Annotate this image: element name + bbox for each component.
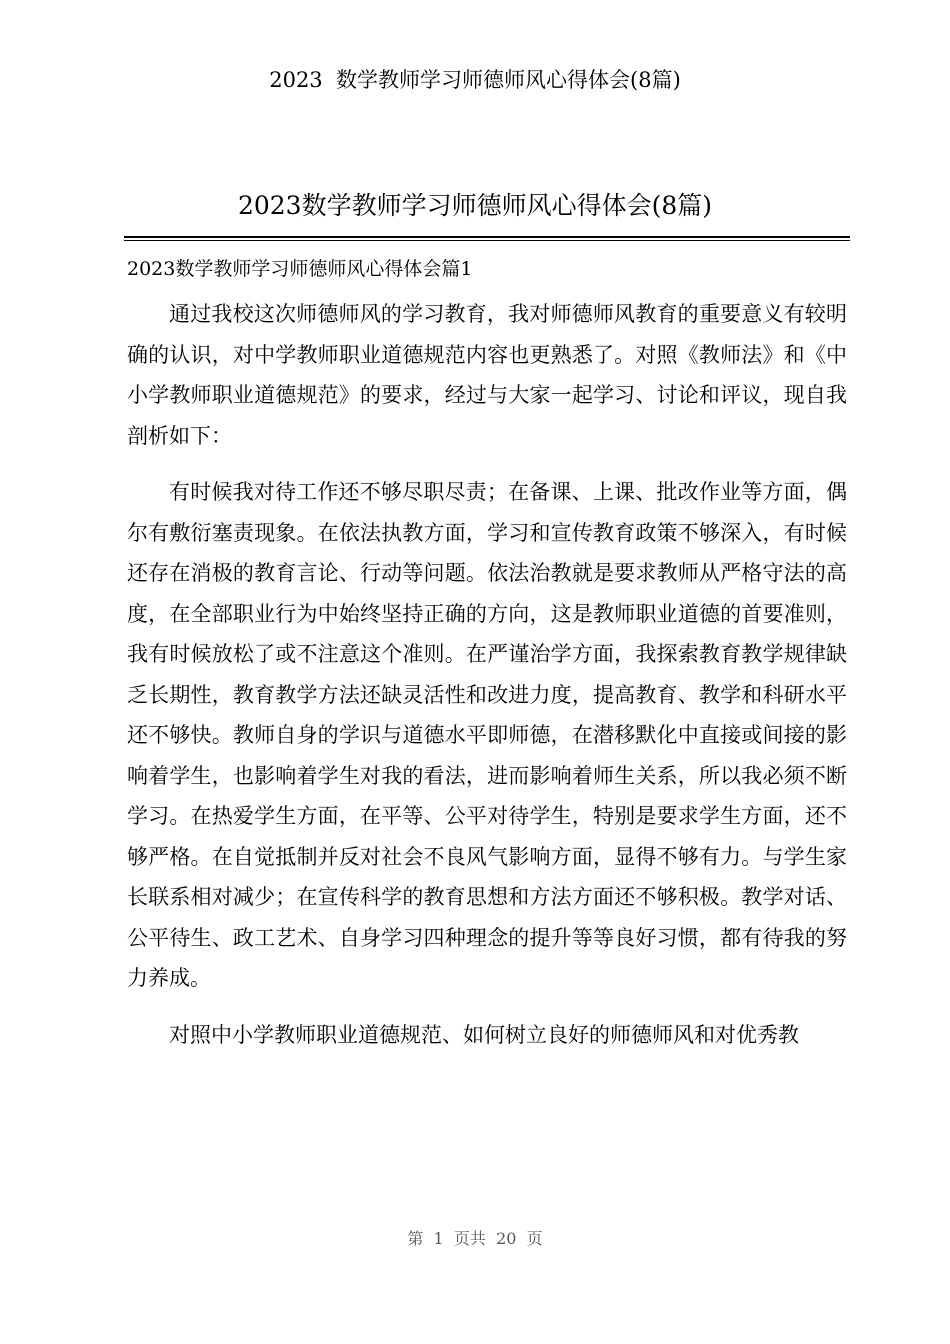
title-divider	[124, 236, 850, 241]
paragraph-2: 有时候我对待工作还不够尽职尽责；在备课、上课、批改作业等方面，偶尔有敷衍塞责现象。在依法执教方面，学习和宣传教育政策不够深入，有时候还存在消极的教育言论、行动等问题。依法治教就是要求教师从严格守法的高度，在全部职业行为中始终坚持正确的方向，这是教师职业道德的首要准则，我有时候放松了或不注意这个准则。在严谨治学方面，我探索教育教学规律缺乏长期性，教育教学方法还缺灵活性和改进力度，提高教育、教学和科研水平还不够快。教师自身的学识与道德水平即师德，在潜移默化中直接或间接的影响着学生，也影响着学生对我的看法，进而影响着师生关系，所以我必须不断学习。在热爱学生方面，在平等、公平对待学生，特别是要求学生方面，还不够严格。在自觉抵制并反对社会不良风气影响方面，显得不够有力。与学生家长联系相对减少；在宣传科学的教育思想和方法方面还不够积极。教学对话、公平待生、政工艺术、自身学习四种理念的提升等等良好习惯，都有待我的努力养成。	[127, 480, 847, 990]
paragraph-3: 对照中小学教师职业道德规范、如何树立良好的师德师风和对优秀教	[169, 1022, 799, 1047]
running-header: 2023 数学教师学习师德师风心得体会(8篇)	[269, 68, 681, 92]
section-heading: 2023数学教师学习师德师风心得体会篇1	[127, 258, 473, 280]
document-title: 2023数学教师学习师德师风心得体会(8篇)	[237, 191, 713, 220]
page-number-footer: 第 1 页共 20 页	[407, 1229, 543, 1248]
document-body	[127, 254, 847, 1071]
paragraph-1: 通过我校这次师德师风的学习教育，我对师德师风教育的重要意义有较明确的认识，对中学教师职业道德规范内容也更熟悉了。对照《教师法》和《中小学教师职业道德规范》的要求，经过与大家一起学习、讨论和评议，现自我剖析如下：	[127, 302, 847, 448]
